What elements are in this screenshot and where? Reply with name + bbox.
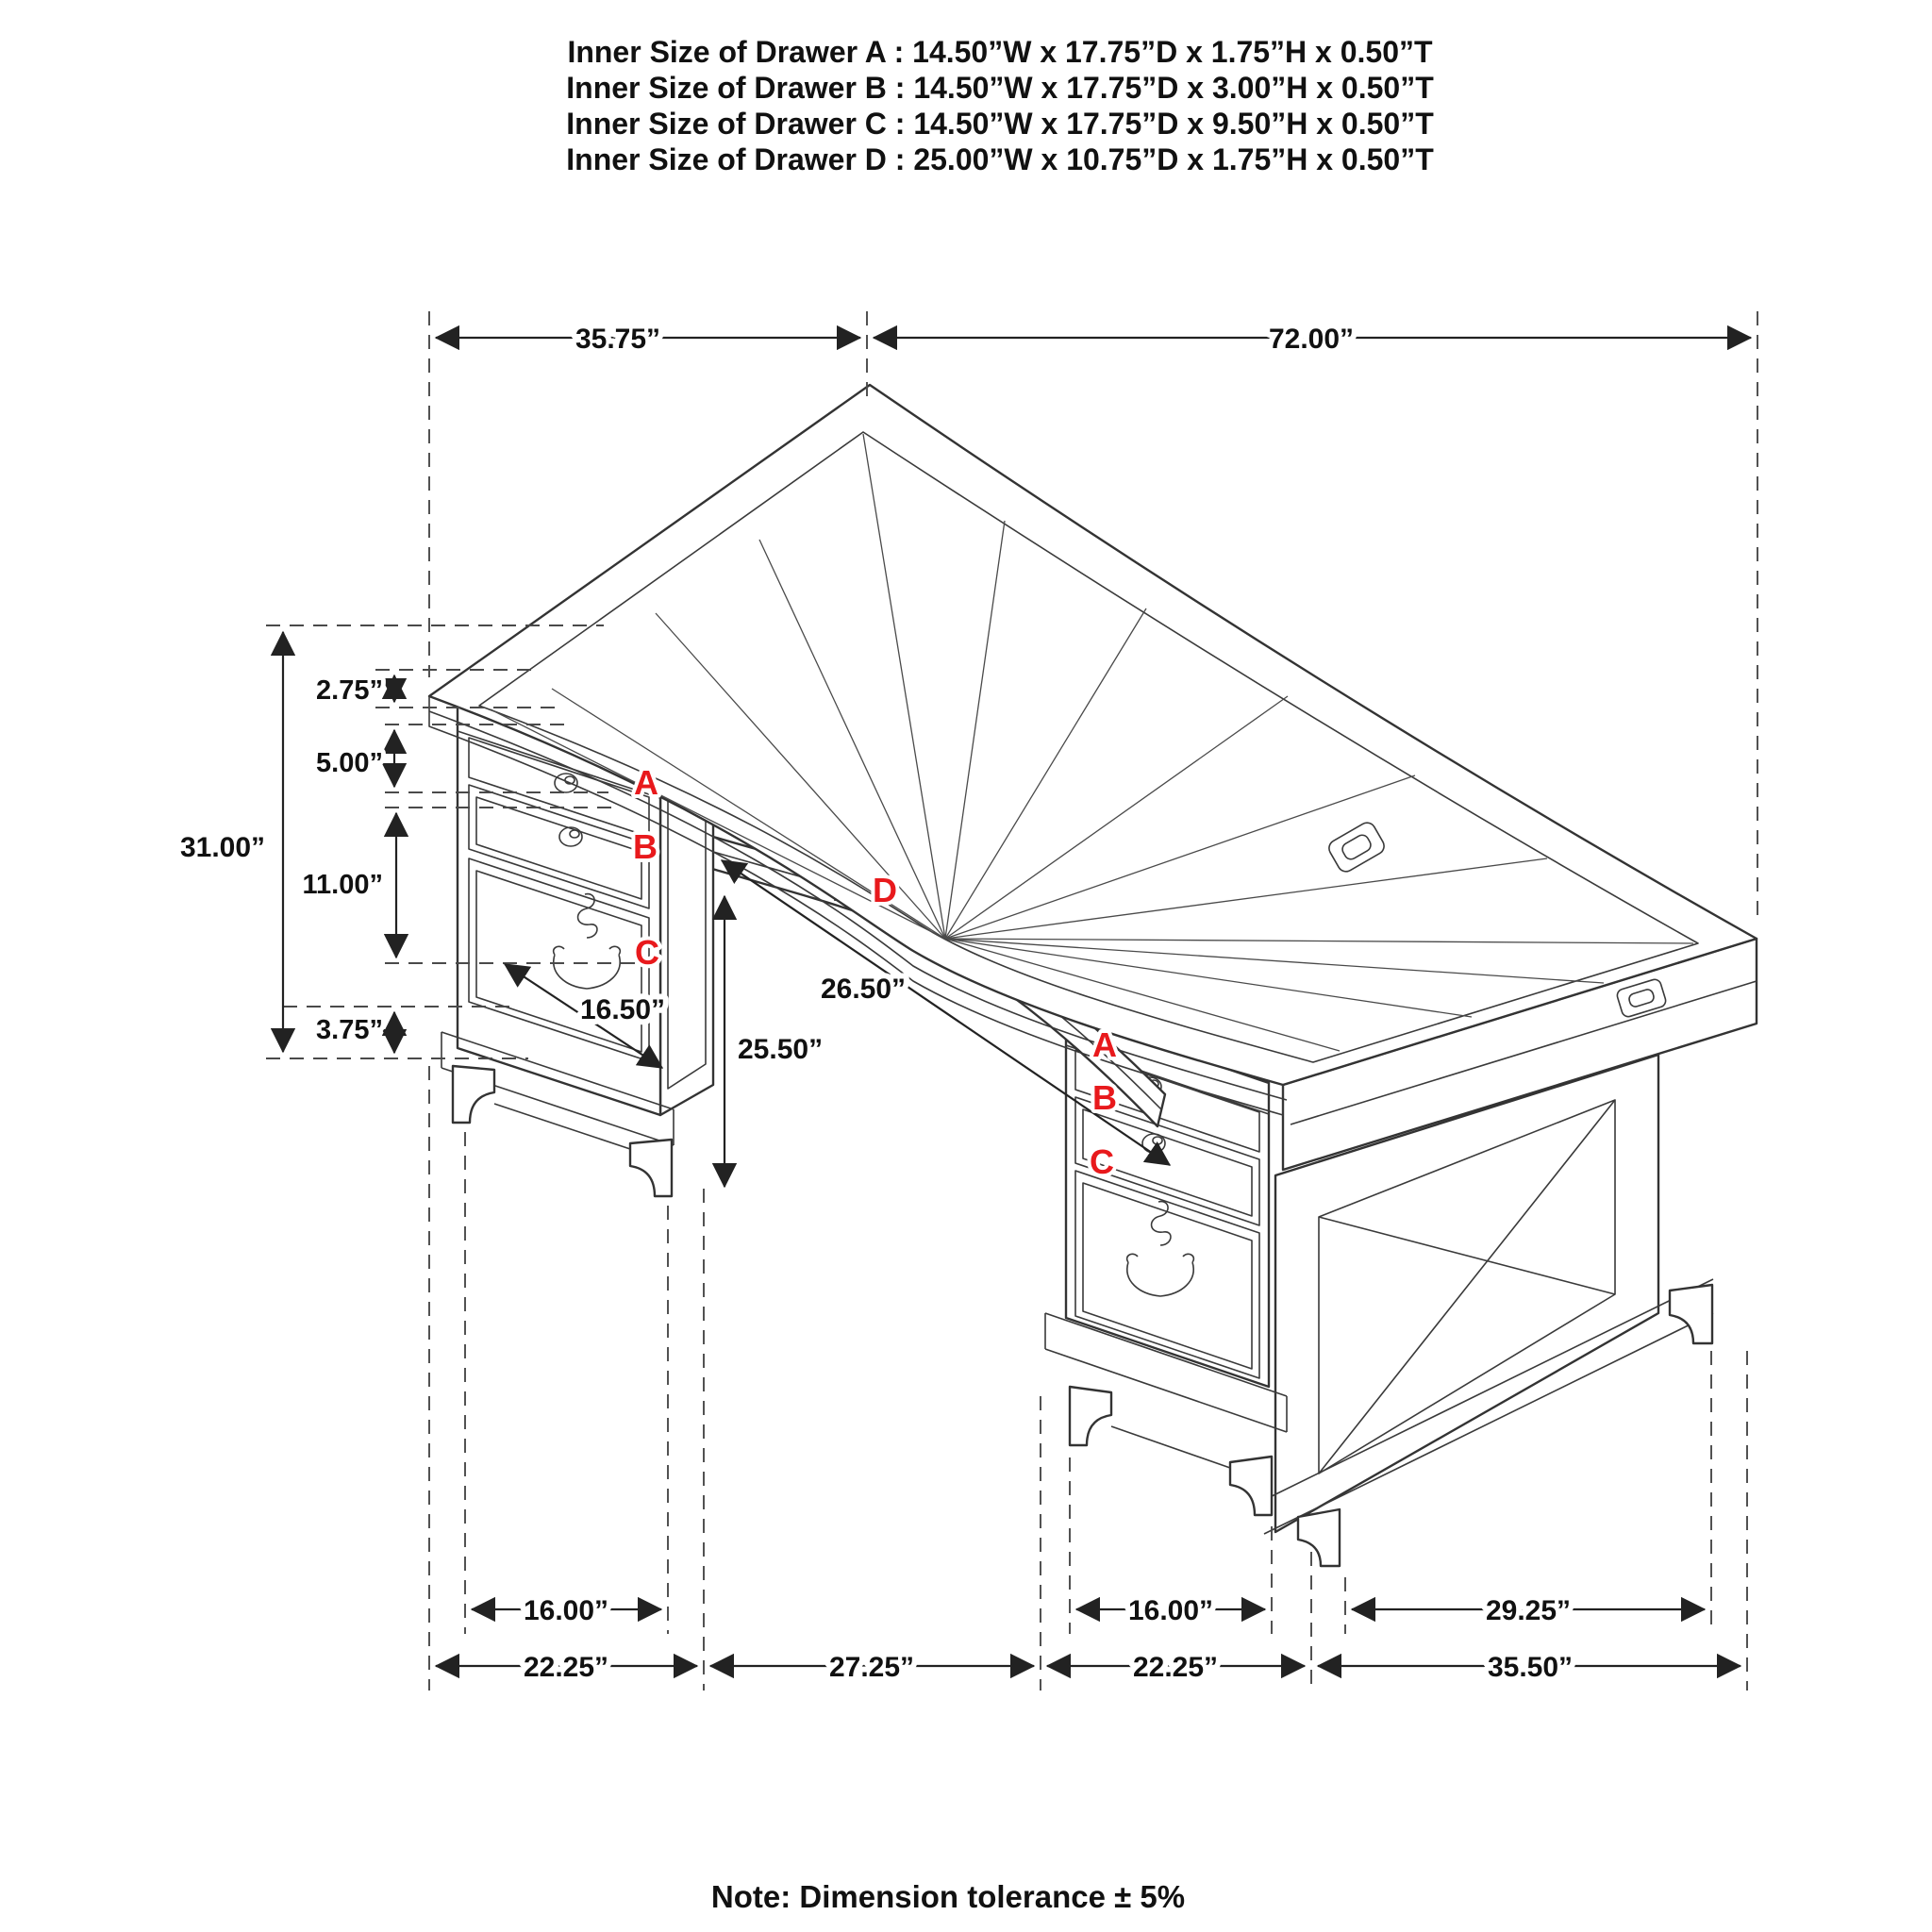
dim-overall-height: 31.00” [179, 832, 266, 863]
header-block [566, 35, 1434, 176]
dim-base-span-3: 22.25” [1132, 1652, 1219, 1683]
left-drawer-c-label: C [635, 933, 659, 972]
header-line-1: Inner Size of Drawer A : 14.50”W x 17.75”D x 1.75”H x 0.50”T [567, 35, 1433, 69]
dim-base-span-1: 22.25” [523, 1652, 609, 1683]
tolerance-note: Note: Dimension tolerance ± 5% [710, 1879, 1186, 1914]
left-drawer-b-label: B [633, 827, 658, 866]
dim-top-band: 2.75” [316, 675, 383, 706]
dim-drawer-c-height: 11.00” [302, 870, 383, 900]
dim-base-span-4: 35.50” [1487, 1652, 1574, 1683]
header-line-3: Inner Size of Drawer C : 14.50”W x 17.75”D x 9.50”H x 0.50”T [566, 107, 1434, 141]
right-drawer-a-label: A [1092, 1025, 1117, 1064]
dim-base-height: 3.75” [316, 1015, 383, 1045]
header-line-4: Inner Size of Drawer D : 25.00”W x 10.75”D x 1.75”H x 0.50”T [566, 142, 1434, 176]
dim-top-left-width: 35.75” [575, 324, 661, 355]
center-drawer-d-label: D [873, 871, 897, 909]
right-drawer-b-label: B [1092, 1078, 1117, 1117]
dim-left-foot-span: 16.00” [523, 1595, 609, 1626]
dim-knee-diagonal: 26.50” [820, 974, 907, 1005]
dim-top-right-width: 72.00” [1268, 324, 1355, 355]
header-line-2: Inner Size of Drawer B : 14.50”W x 17.75”D x 3.00”H x 0.50”T [566, 71, 1434, 105]
dim-right-foot-span: 16.00” [1127, 1595, 1214, 1626]
left-drawer-a-label: A [634, 763, 658, 802]
dim-base-span-2: 27.25” [828, 1652, 915, 1683]
dim-drawer-b-height: 5.00” [316, 748, 383, 778]
dim-side-return-depth: 29.25” [1485, 1595, 1572, 1626]
right-drawer-c-label: C [1090, 1142, 1114, 1181]
dim-knee-height: 25.50” [738, 1034, 824, 1065]
dim-drawer-c-diagonal: 16.50” [579, 994, 666, 1025]
